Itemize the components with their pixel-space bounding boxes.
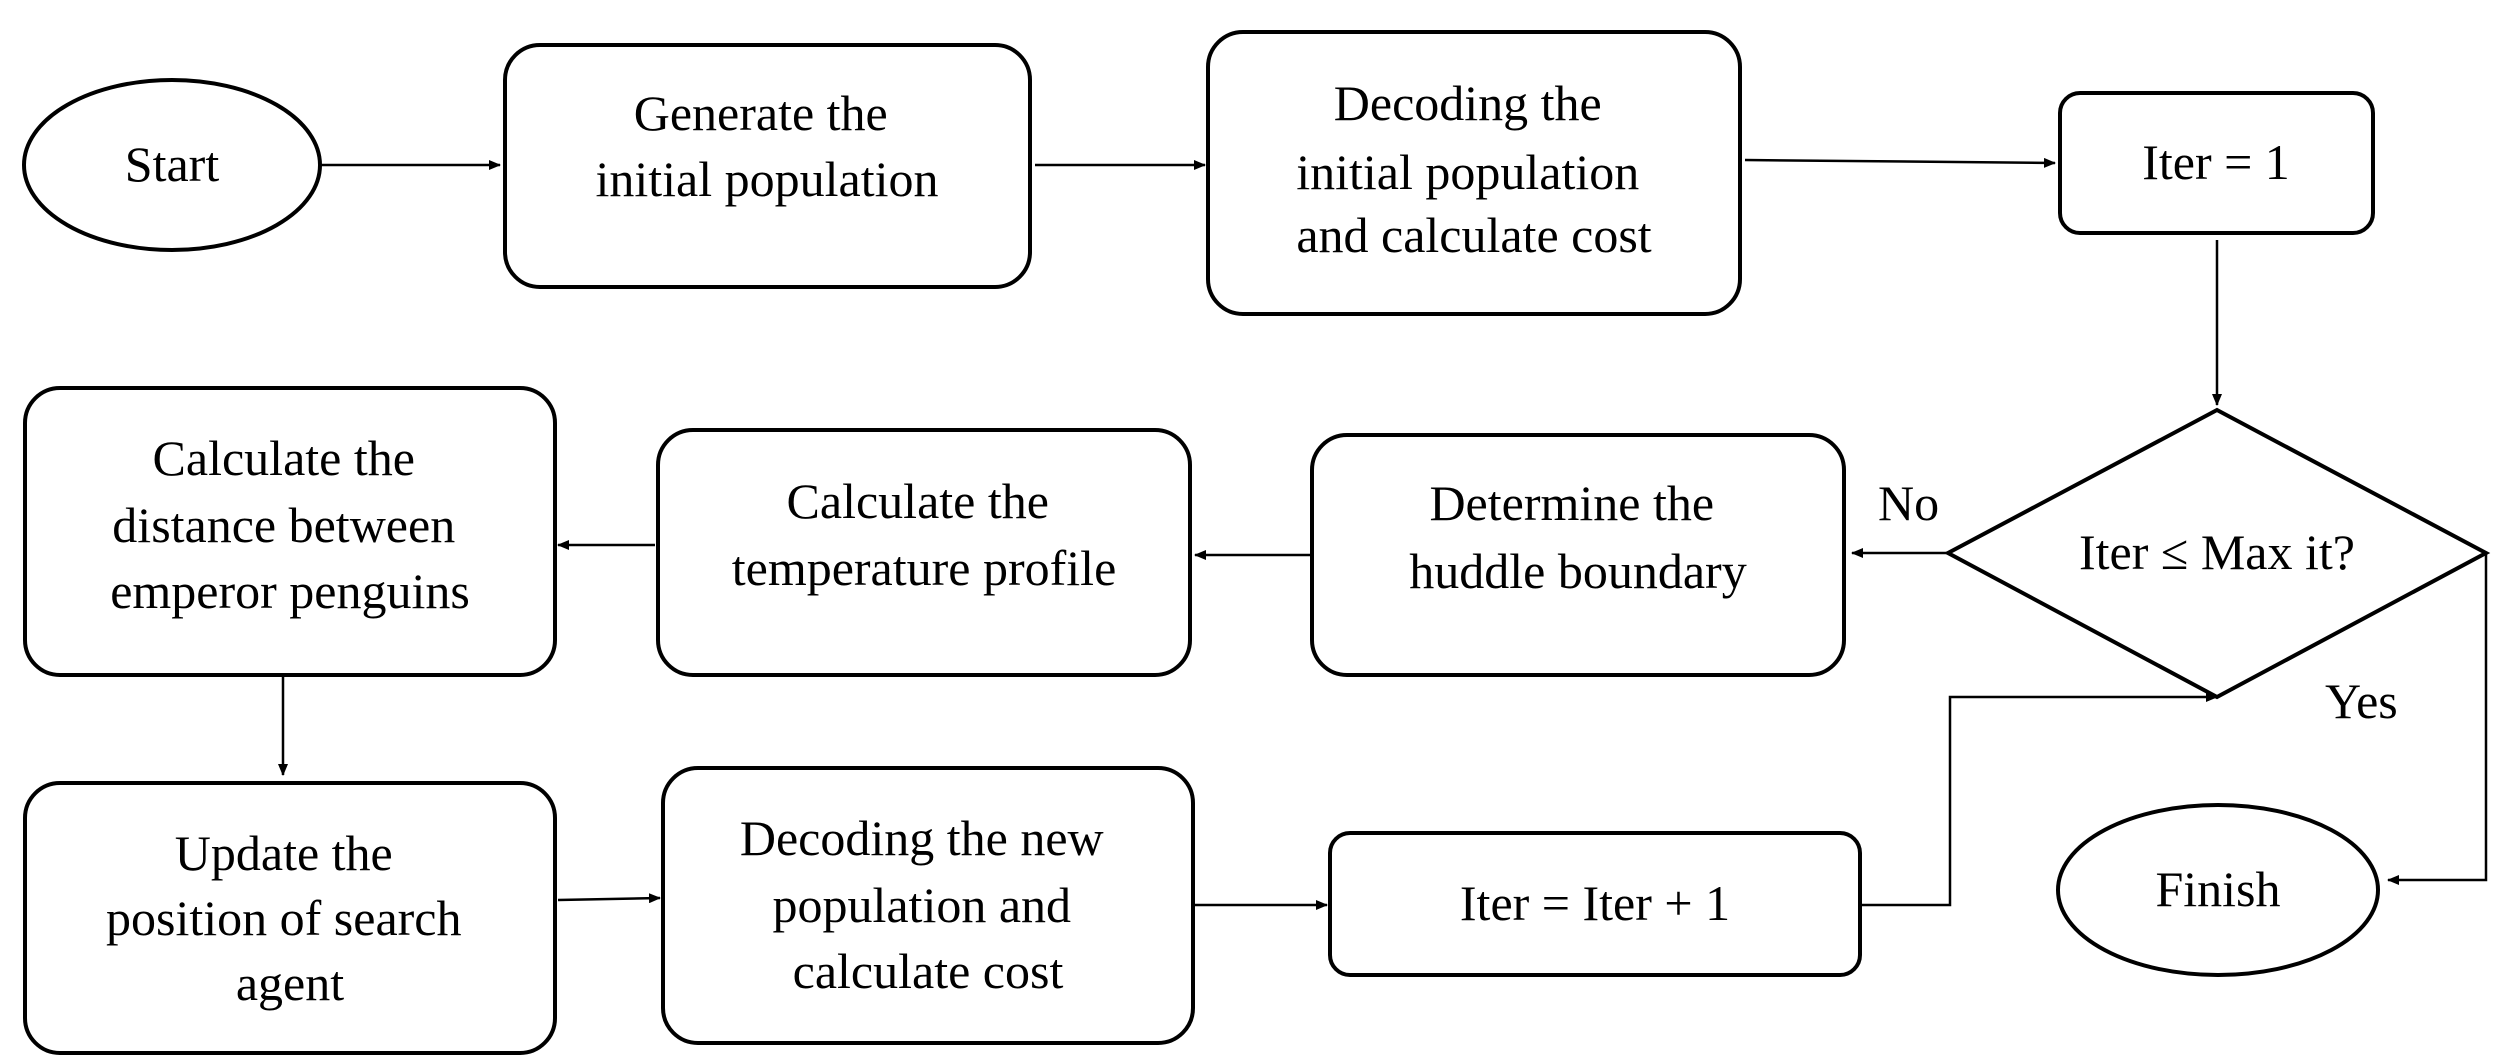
svg-text:Start xyxy=(125,136,220,192)
distance-line-2: distance between xyxy=(112,497,456,553)
generate-population-line-1: Generate the xyxy=(633,85,888,141)
edge-label-yes: Yes xyxy=(2325,673,2398,729)
distance-line-3: emperor penguins xyxy=(110,563,470,619)
iter-increment-label: Iter = Iter + 1 xyxy=(1459,875,1731,931)
decode-new-line-2: population and xyxy=(772,877,1072,933)
update-position-box xyxy=(25,783,555,1053)
huddle-boundary-box xyxy=(1312,435,1844,675)
decode-new-population-box xyxy=(663,768,1193,1043)
temperature-line-1: Calculate the xyxy=(786,473,1049,529)
svg-text:Decoding the new populat xyxy=(740,810,1116,999)
svg-text:Iter = Iter + 1 xyxy=(1460,875,1730,931)
svg-text:Decoding the initial pop xyxy=(1296,75,1652,263)
distance-line-1: Calculate the xyxy=(152,430,415,486)
svg-text:Iter ≤ Max it? xyxy=(2079,524,2355,580)
arrow-decision-to-finish xyxy=(2388,553,2486,880)
generate-population-box xyxy=(505,45,1030,287)
iter-init-label: Iter = 1 xyxy=(2142,134,2290,190)
update-line-1: Update the xyxy=(174,825,393,881)
finish-node xyxy=(2058,805,2378,975)
svg-text:Calculate the distance b xyxy=(110,430,470,619)
arrow-update-to-decode-new xyxy=(558,898,660,900)
iter-increment-box xyxy=(1330,833,1860,975)
decode-new-line-1: Decoding the new xyxy=(739,810,1104,866)
update-line-3: agent xyxy=(235,955,345,1011)
decode-initial-line-3: and calculate cost xyxy=(1296,207,1652,263)
update-line-2: position of search xyxy=(106,890,462,946)
decode-initial-line-2: initial population xyxy=(1296,144,1640,200)
svg-text:Finish xyxy=(2155,861,2280,917)
temperature-line-2: temperature profile xyxy=(731,540,1117,596)
finish-label: Finish xyxy=(2155,861,2281,917)
start-label: Start xyxy=(124,136,220,192)
start-node xyxy=(24,80,320,250)
temperature-profile-box xyxy=(658,430,1190,675)
edge-label-no: No xyxy=(1878,475,1940,531)
decode-initial-line-1: Decoding the xyxy=(1333,75,1602,131)
decode-new-line-3: calculate cost xyxy=(792,943,1064,999)
svg-text:Iter = 1 xyxy=(2142,134,2290,190)
huddle-line-1: Determine the xyxy=(1429,475,1715,531)
decode-initial-population-box xyxy=(1208,32,1740,314)
huddle-line-2: huddle boundary xyxy=(1409,543,1747,599)
arrow-decode-initial-to-iter-init xyxy=(1745,160,2055,163)
generate-population-line-2: initial population xyxy=(595,151,939,207)
distance-box xyxy=(25,388,555,675)
decision-diamond xyxy=(1948,410,2486,697)
iter-init-box xyxy=(2060,93,2373,233)
decision-label: Iter ≤ Max it? xyxy=(2079,524,2355,580)
